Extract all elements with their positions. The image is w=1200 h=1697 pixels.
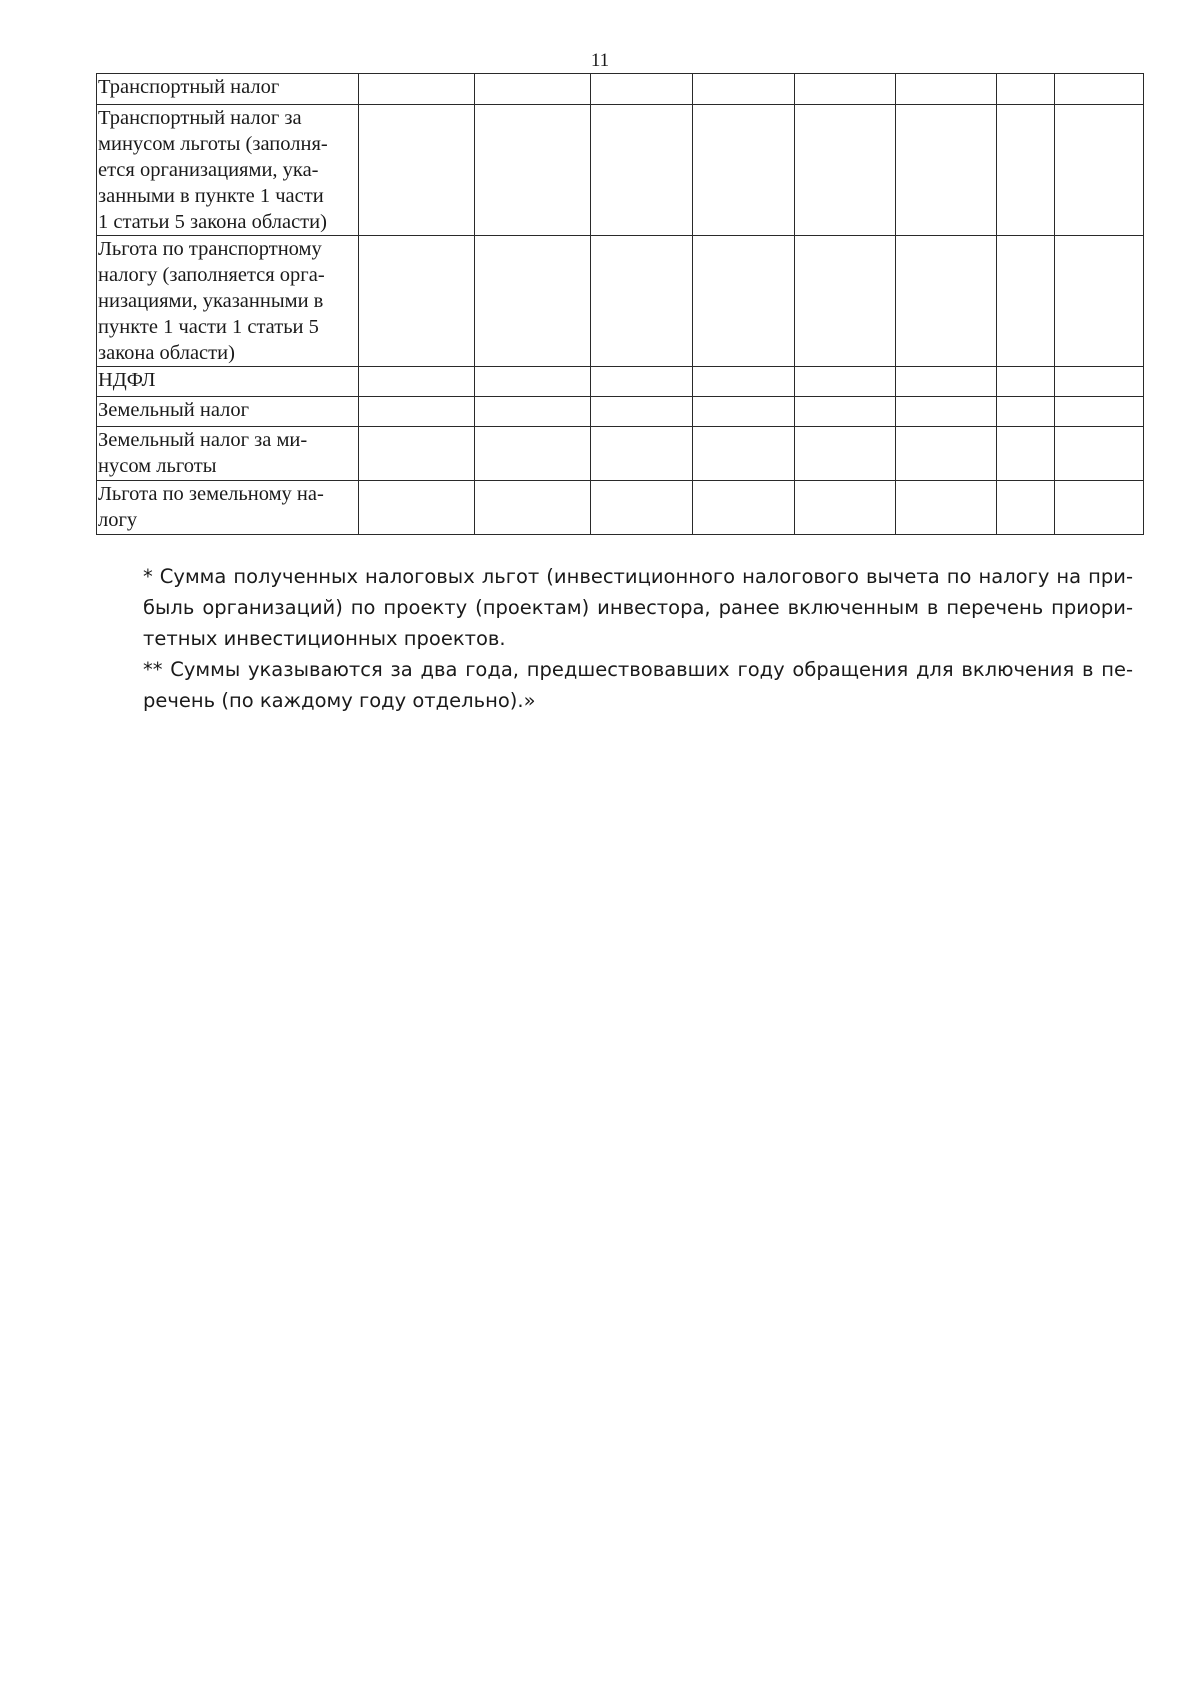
table-row (97, 74, 1144, 105)
table-cell (693, 481, 795, 535)
table-row (97, 367, 1144, 397)
table-cell (359, 236, 475, 367)
table-cell (795, 367, 896, 397)
table-cell (997, 397, 1055, 427)
table-cell (1055, 74, 1144, 105)
table-cell (1055, 236, 1144, 367)
table-cell (896, 427, 997, 481)
row-label: Земельный налог (97, 397, 359, 427)
footnote-2: ** Суммы указываются за два года, предшествовавших году обращения для включения в пе-речень (по каждому году отдельно).» (143, 658, 1133, 712)
table-cell (591, 367, 693, 397)
row-label: Транспортный налог за минусом льготы (заполня- ется организациями, ука- занными в пункте 1 части 1 статьи 5 закона области) (97, 105, 359, 236)
table-cell (1055, 427, 1144, 481)
table-cell (693, 397, 795, 427)
table-cell (359, 105, 475, 236)
table-cell (359, 74, 475, 105)
table-cell (359, 397, 475, 427)
table-cell (591, 397, 693, 427)
table-cell (997, 74, 1055, 105)
table-cell (997, 367, 1055, 397)
row-label: Льгота по земельному на- логу (97, 481, 359, 535)
table-cell (1055, 397, 1144, 427)
table-cell (997, 105, 1055, 236)
table-cell (1055, 481, 1144, 535)
table-cell (896, 367, 997, 397)
table-row (97, 236, 1144, 367)
row-label: Земельный налог за ми- нусом льготы (97, 427, 359, 481)
table-cell (997, 427, 1055, 481)
table-cell (693, 367, 795, 397)
table-cell (693, 427, 795, 481)
table-cell (896, 105, 997, 236)
table-cell (896, 481, 997, 535)
table-cell (475, 74, 591, 105)
row-label: Льгота по транспортному налогу (заполняется орга- низациями, указанными в пункте 1 части 1 статьи 5 закона области) (97, 236, 359, 367)
table-cell (359, 367, 475, 397)
table-cell (475, 367, 591, 397)
table-cell (795, 397, 896, 427)
table-cell (997, 236, 1055, 367)
table-cell (693, 105, 795, 236)
footnotes (143, 561, 1133, 716)
table-row (97, 397, 1144, 427)
table-cell (795, 427, 896, 481)
table-cell (591, 74, 693, 105)
table-cell (475, 105, 591, 236)
table-cell (359, 427, 475, 481)
table-cell (475, 236, 591, 367)
table-cell (591, 481, 693, 535)
table-cell (591, 236, 693, 367)
table-row (97, 105, 1144, 236)
table-cell (693, 74, 795, 105)
table-cell (896, 74, 997, 105)
table-cell (591, 105, 693, 236)
table-cell (795, 236, 896, 367)
footnote-1: * Сумма полученных налоговых льгот (инвестиционного налогового вычета по налогу на при-быль организаций) по проекту (проектам) инвестора, ранее включенным в перечень приори-тетных инвестиционных проектов. (143, 565, 1133, 650)
table-cell (591, 427, 693, 481)
table-cell (896, 397, 997, 427)
table-cell (693, 236, 795, 367)
table-cell (475, 481, 591, 535)
table-row (97, 481, 1144, 535)
row-label: НДФЛ (97, 367, 359, 397)
page-number: 11 (590, 50, 610, 71)
table-row (97, 427, 1144, 481)
table-cell (1055, 105, 1144, 236)
tax-table (96, 73, 1144, 535)
table-cell (475, 397, 591, 427)
table-cell (1055, 367, 1144, 397)
table-cell (795, 74, 896, 105)
table-cell (997, 481, 1055, 535)
table-cell (795, 481, 896, 535)
table-cell (359, 481, 475, 535)
table-cell (475, 427, 591, 481)
row-label: Транспортный налог (97, 74, 359, 105)
table-cell (795, 105, 896, 236)
table-cell (896, 236, 997, 367)
